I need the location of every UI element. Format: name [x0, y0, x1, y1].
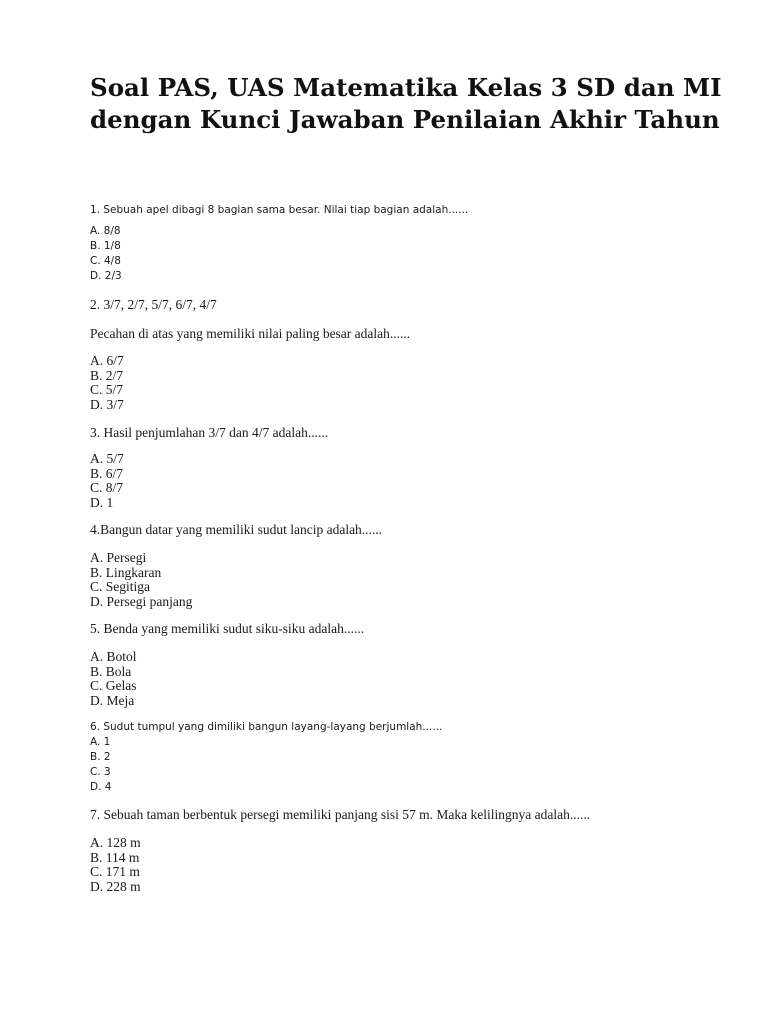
question-1-text: 1. Sebuah apel dibagi 8 bagian sama besar. Nilai tiap bagian adalah......	[90, 204, 469, 216]
option-d: D. Meja	[90, 692, 135, 708]
question-6-options	[90, 735, 730, 795]
option-a: A. 1	[90, 736, 111, 748]
question-7-options	[90, 836, 730, 894]
question-3-options	[90, 452, 730, 510]
option-d: D. 228 m	[90, 878, 141, 894]
question-5-text: 5. Benda yang memiliki sudut siku-siku adalah......	[90, 621, 365, 636]
page-title: Soal PAS, UAS Matematika Kelas 3 SD dan MI dengan Kunci Jawaban Penilaian Akhir Tahun	[90, 73, 722, 134]
option-b: B. 2/7	[90, 367, 124, 383]
option-d: D. 2/3	[90, 270, 122, 282]
option-b: B. 1/8	[90, 240, 121, 252]
option-d: D. 1	[90, 494, 114, 510]
option-a: A. Botol	[90, 649, 137, 664]
question-1-options	[90, 224, 730, 284]
option-d: D. 3/7	[90, 396, 124, 412]
option-c: C. Gelas	[90, 678, 137, 693]
option-d: D. 4	[90, 781, 112, 793]
question-4-options	[90, 551, 730, 609]
option-c: C. 171 m	[90, 864, 140, 879]
option-a: A. Persegi	[90, 550, 147, 565]
question-5-options	[90, 650, 730, 708]
question-4-text: 4.Bangun datar yang memiliki sudut lancip adalah......	[90, 522, 383, 537]
option-c: C. 8/7	[90, 480, 124, 495]
option-b: B. Bola	[90, 663, 132, 679]
option-c: C. 4/8	[90, 255, 121, 267]
option-a: A. 6/7	[90, 353, 124, 368]
question-6-text: 6. Sudut tumpul yang dimiliki bangun layang-layang berjumlah......	[90, 721, 443, 733]
option-d: D. Persegi panjang	[90, 593, 193, 609]
option-c: C. 5/7	[90, 382, 124, 397]
question-2-text: 2. 3/7, 2/7, 5/7, 6/7, 4/7	[90, 297, 217, 312]
option-c: C. Segitiga	[90, 579, 150, 594]
option-b: B. 6/7	[90, 465, 124, 481]
question-2-options	[90, 354, 730, 412]
question-3-text: 3. Hasil penjumlahan 3/7 dan 4/7 adalah......	[90, 425, 329, 440]
option-a: A. 8/8	[90, 225, 121, 237]
question-7-text: 7. Sebuah taman berbentuk persegi memiliki panjang sisi 57 m. Maka kelilingnya adalah......	[90, 807, 591, 822]
option-b: B. 114 m	[90, 849, 140, 865]
option-a: A. 5/7	[90, 451, 124, 466]
option-a: A. 128 m	[90, 835, 141, 850]
option-c: C. 3	[90, 766, 111, 778]
option-b: B. 2	[90, 751, 111, 763]
option-b: B. Lingkaran	[90, 564, 162, 580]
question-2-subtext: Pecahan di atas yang memiliki nilai paling besar adalah......	[90, 326, 411, 341]
